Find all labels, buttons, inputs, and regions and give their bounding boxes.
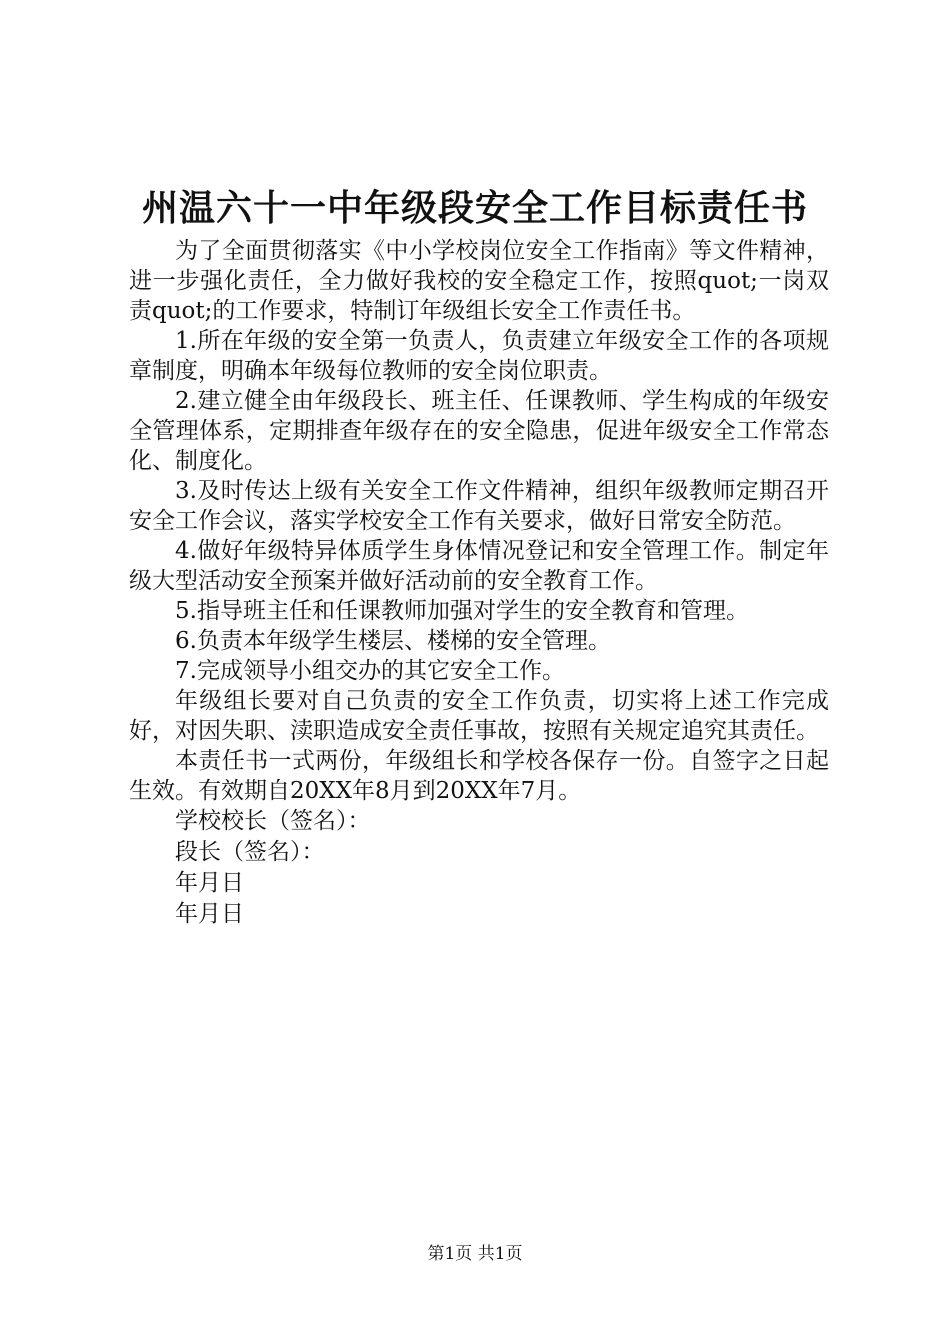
date-line-2: 年月日 [175, 901, 244, 927]
clause-3: 3.及时传达上级有关安全工作文件精神，组织年级教师定期召开安全工作会议，落实学校安全工作有关要求，做好日常安全防范。 [129, 478, 829, 534]
document-title: 州温六十一中年级段安全工作目标责任书 [141, 187, 808, 229]
clause-6: 6.负责本年级学生楼层、楼梯的安全管理。 [175, 628, 611, 654]
clause-5: 5.指导班主任和任课教师加强对学生的安全教育和管理。 [175, 598, 749, 624]
clause-2: 2.建立健全由年级段长、班主任、任课教师、学生构成的年级安全管理体系，定期排查年级存在的安全隐患，促进年级安全工作常态化、制度化。 [129, 388, 829, 474]
intro-paragraph: 为了全面贯彻落实《中小学校岗位安全工作指南》等文件精神，进一步强化责任，全力做好我校的安全稳定工作，按照quot;一岗双责quot;的工作要求，特制订年级组长安全工作责任书。 [129, 238, 829, 324]
principal-signature-line: 学校校长（签名）： [175, 808, 371, 834]
date-line-1: 年月日 [175, 870, 244, 896]
section-head-signature-line: 段长（签名）： [175, 839, 325, 865]
responsibility-paragraph: 年级组长要对自己负责的安全工作负责，切实将上述工作完成好，对因失职、渎职造成安全责任事故，按照有关规定追究其责任。 [129, 688, 829, 744]
page-footer: 第1页 共1页 [427, 1244, 523, 1264]
clause-7: 7.完成领导小组交办的其它安全工作。 [175, 658, 565, 684]
clause-4: 4.做好年级特异体质学生身体情况登记和安全管理工作。制定年级大型活动安全预案并做好活动前的安全教育工作。 [129, 538, 829, 594]
validity-paragraph: 本责任书一式两份，年级组长和学校各保存一份。自签字之日起生效。有效期自20XX年8月到20XX年7月。 [129, 748, 829, 804]
clause-1: 1.所在年级的安全第一负责人，负责建立年级安全工作的各项规章制度，明确本年级每位教师的安全岗位职责。 [129, 328, 829, 384]
document-body [129, 236, 829, 930]
